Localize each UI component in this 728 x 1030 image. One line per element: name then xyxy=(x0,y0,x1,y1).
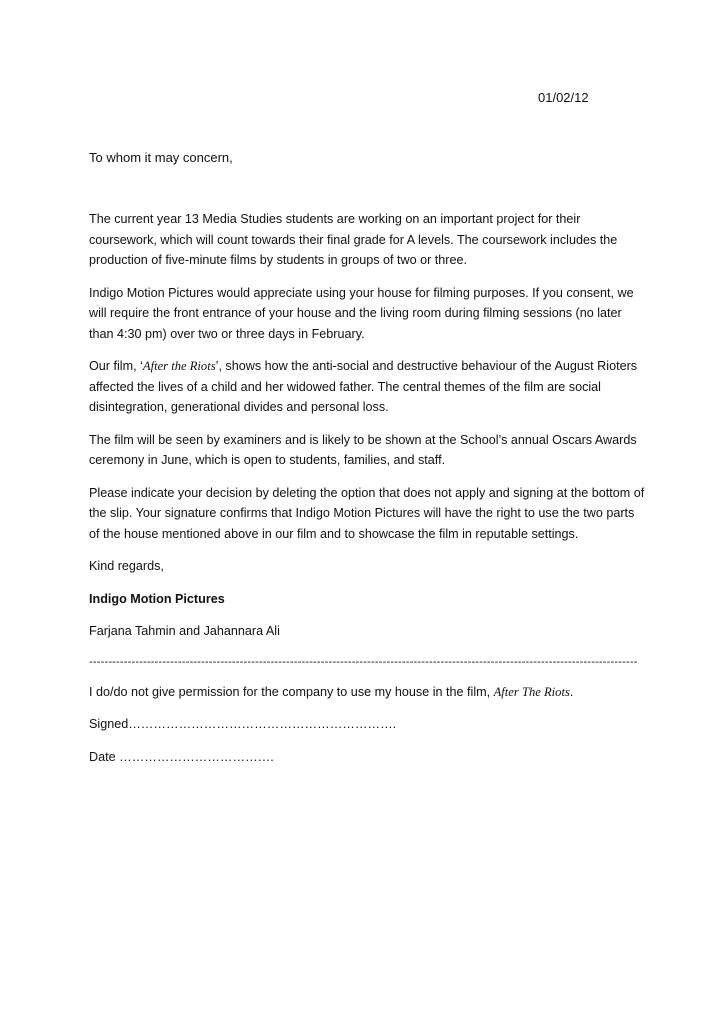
salutation: To whom it may concern, xyxy=(89,150,233,165)
signed-text: Signed………………………………………………………. xyxy=(89,717,397,731)
film-title: After The Riots xyxy=(493,684,570,699)
date-line xyxy=(89,747,644,768)
letter-date: 01/02/12 xyxy=(538,90,589,105)
paragraph-project xyxy=(89,209,644,271)
text-line: coursework, which will count towards their final grade for A levels. The coursework includes the xyxy=(89,232,618,247)
closing xyxy=(89,556,644,577)
date-line-text: Date ………………………………. xyxy=(89,749,274,764)
company-text: Indigo Motion Pictures xyxy=(89,591,225,606)
text-line: Indigo Motion Pictures would appreciate using your house for filming purposes. If you consent, we xyxy=(89,285,634,300)
authors-text: Farjana Tahmin and Jahannara Ali xyxy=(89,624,280,638)
text-line xyxy=(89,356,644,377)
text-line: The current year 13 Media Studies students are working on an important project for their xyxy=(89,212,581,226)
text-line: than 4:30 pm) over two or three days in February. xyxy=(89,326,365,341)
text-line: affected the lives of a child and her widowed father. The central themes of the film are social xyxy=(89,379,601,394)
closing-text: Kind regards, xyxy=(89,559,164,573)
text-line: The film will be seen by examiners and is likely to be shown at the School’s annual Oscars Awards xyxy=(89,432,637,447)
company-name xyxy=(89,589,644,610)
paragraph-screening xyxy=(89,430,644,471)
text-fragment: . xyxy=(569,684,574,699)
text-fragment: ’, shows how the anti-social and destructive behaviour of the August Rioters xyxy=(215,359,638,373)
authors xyxy=(89,621,644,642)
text-line: the slip. Your signature confirms that Indigo Motion Pictures will have the right to use the two parts xyxy=(89,506,635,520)
text-line xyxy=(89,682,644,703)
text-line: will require the front entrance of your house and the living room during filming sessions (no later xyxy=(89,306,622,320)
text-fragment: Our film, ‘ xyxy=(89,359,143,373)
film-title: After the Riots xyxy=(142,359,216,373)
paragraph-request xyxy=(89,283,644,345)
text-line: of the house mentioned above in our film and to showcase the film in reputable settings. xyxy=(89,526,579,541)
letter-body xyxy=(89,209,644,779)
text-line: ceremony in June, which is open to students, families, and staff. xyxy=(89,453,446,467)
text-line: disintegration, generational divides and personal loss. xyxy=(89,400,389,414)
paragraph-instructions xyxy=(89,483,644,545)
text-fragment: I do/do not give permission for the company to use my house in the film, xyxy=(89,684,494,699)
text-line: production of five-minute films by students in groups of two or three. xyxy=(89,253,467,267)
cut-line-divider: ---------------------------------------------------------------------------------------------------------------------------------------------- xyxy=(89,655,638,668)
paragraph-film-description xyxy=(89,356,644,418)
text-line: Please indicate your decision by deleting the option that does not apply and signing at the bottom of xyxy=(89,485,645,500)
permission-statement xyxy=(89,682,644,703)
signature-line xyxy=(89,714,644,735)
